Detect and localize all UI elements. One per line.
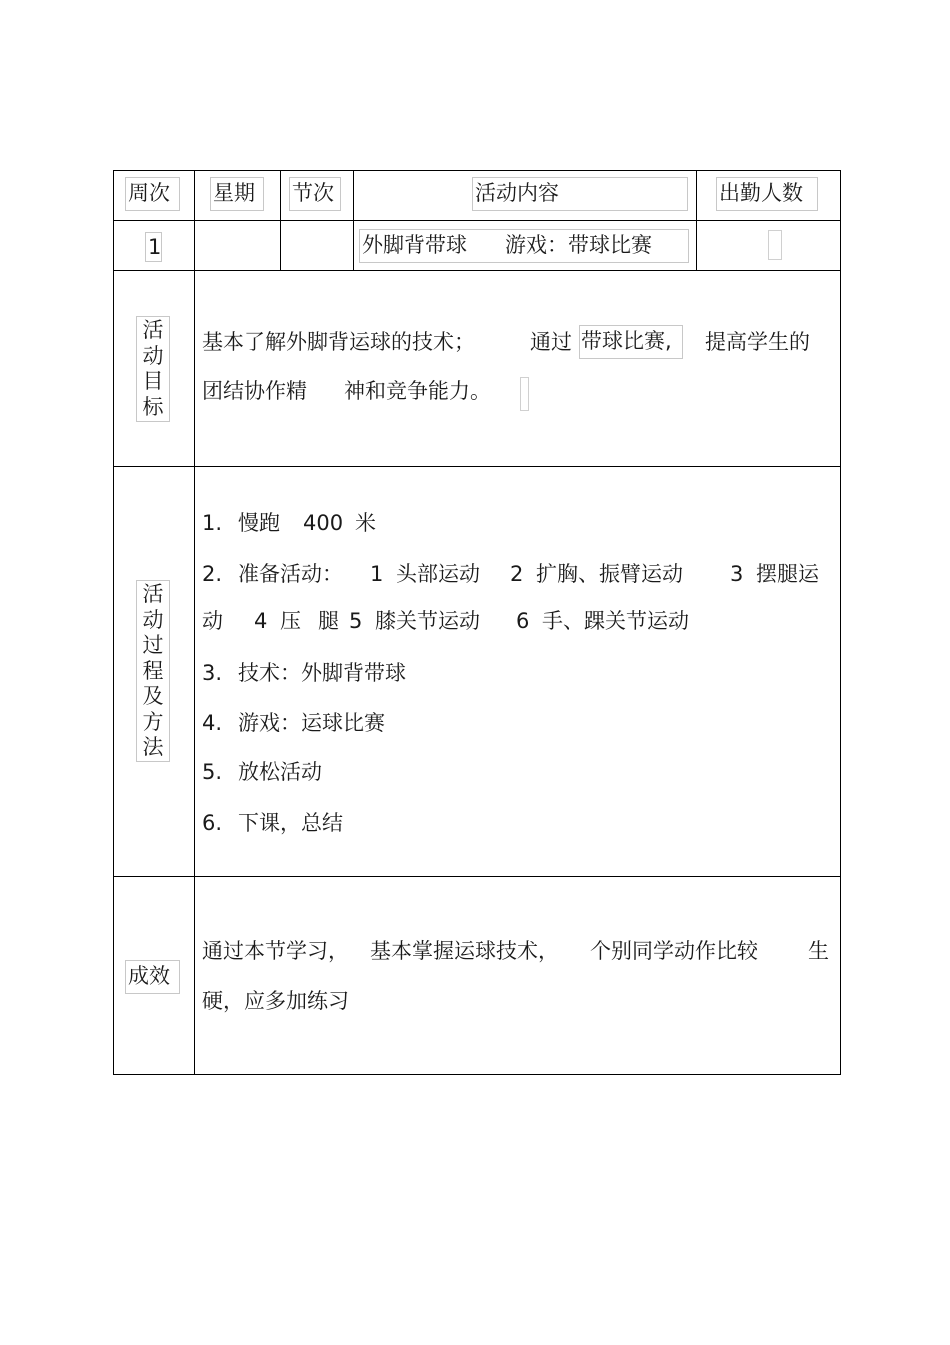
step2-item1: 头部运动 <box>396 562 480 586</box>
table-border-right <box>840 170 841 1075</box>
step2-item4b: 腿 <box>318 609 339 633</box>
row1-attendance <box>768 230 782 260</box>
step2-item5: 膝关节运动 <box>375 609 480 633</box>
header-period: 节次 <box>289 177 341 211</box>
goal-empty-box <box>520 377 529 411</box>
process-label: 活动过程及方法 <box>136 580 170 762</box>
step2-num: 2. <box>202 562 223 586</box>
step3-num: 3. <box>202 661 223 685</box>
step1-text: 慢跑 <box>238 511 280 535</box>
step2-item5-num: 5 <box>349 609 363 633</box>
result-label: 成效 <box>125 960 180 994</box>
goal-line1-a: 基本了解外脚背运球的技术； <box>202 330 475 354</box>
step4-text: 游戏：运球比赛 <box>238 711 385 735</box>
step2-item4-num: 4 <box>254 609 268 633</box>
step1-num: 1. <box>202 511 223 535</box>
row1-week: 1 <box>145 232 162 262</box>
result-line1-b: 基本掌握运球技术， <box>370 939 559 963</box>
row-divider-goal <box>113 466 841 467</box>
col-divider-label <box>194 170 195 1075</box>
row-divider-process <box>113 876 841 877</box>
step2-item3-num: 3 <box>730 562 744 586</box>
step2-item2-num: 2 <box>510 562 524 586</box>
col-divider-weekday <box>280 170 281 271</box>
result-line1-d: 生 <box>808 939 829 963</box>
goal-line2-b: 神和竞争能力。 <box>344 379 491 403</box>
row1-content-topic: 外脚背带球 <box>362 233 467 257</box>
goal-label: 活动目标 <box>136 316 170 422</box>
goal-line2-a: 团结协作精 <box>202 379 307 403</box>
table-border-bottom <box>113 1074 841 1075</box>
step2-item4a: 压 <box>280 609 301 633</box>
goal-line1-b: 通过 <box>530 330 572 354</box>
row-divider-header <box>113 220 841 221</box>
result-line1-c: 个别同学动作比较 <box>590 939 758 963</box>
step5-text: 放松活动 <box>238 760 322 784</box>
step2-item2: 扩胸、振臂运动 <box>536 562 683 586</box>
step1-unit: 米 <box>355 511 376 535</box>
result-line1-a: 通过本节学习， <box>202 939 349 963</box>
row-divider-row1 <box>113 270 841 271</box>
col-divider-period <box>353 170 354 271</box>
step6-text: 下课，总结 <box>238 811 343 835</box>
step1-value: 400 <box>303 511 344 535</box>
step6-num: 6. <box>202 811 223 835</box>
step4-num: 4. <box>202 711 223 735</box>
row1-content-game: 游戏：带球比赛 <box>505 233 652 257</box>
col-divider-content <box>696 170 697 271</box>
step2-item3: 摆腿运 <box>756 562 819 586</box>
step5-num: 5. <box>202 760 223 784</box>
step2-item1-num: 1 <box>370 562 384 586</box>
header-week: 周次 <box>125 177 180 211</box>
step2-item6-num: 6 <box>516 609 530 633</box>
step2-cont: 动 <box>202 609 223 633</box>
header-content: 活动内容 <box>472 177 688 211</box>
result-line2: 硬，应多加练习 <box>202 989 349 1013</box>
goal-line1-d: 提高学生的 <box>705 330 810 354</box>
row1-content <box>359 229 689 263</box>
goal-line1-highlight: 带球比赛, <box>579 325 683 359</box>
step2-text: 准备活动： <box>238 562 343 586</box>
step3-text: 技术：外脚背带球 <box>238 661 406 685</box>
header-weekday: 星期 <box>210 177 264 211</box>
table-border-top <box>113 170 841 171</box>
table-border-left <box>113 170 114 1075</box>
step2-item6: 手、踝关节运动 <box>542 609 689 633</box>
header-attendance: 出勤人数 <box>716 177 818 211</box>
